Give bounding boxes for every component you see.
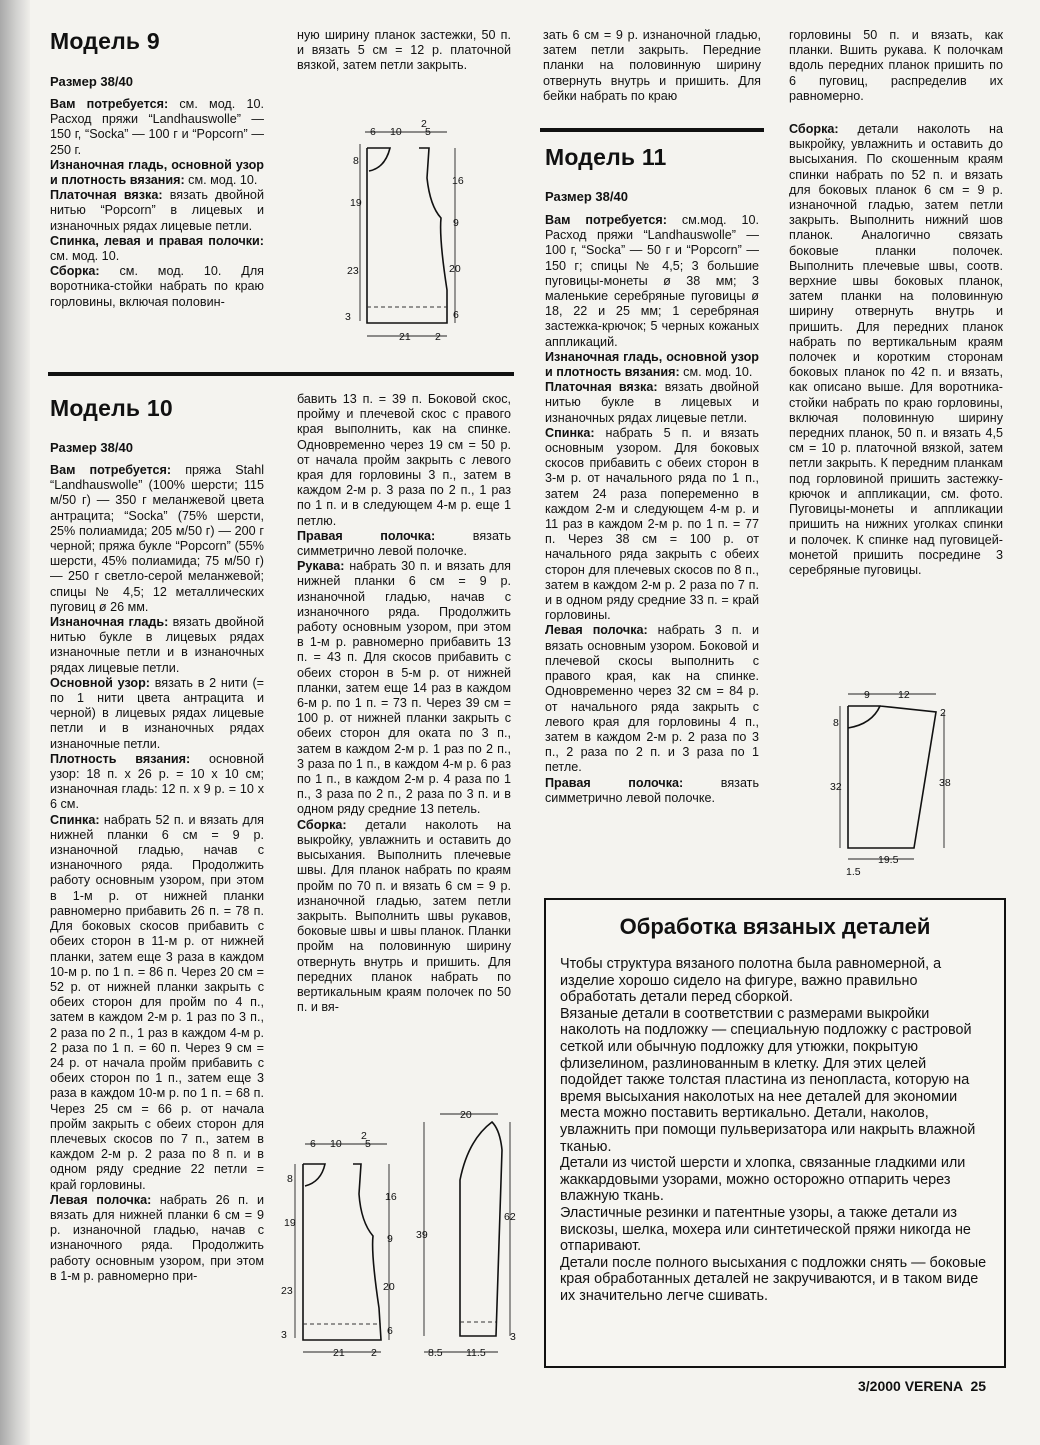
dim-label: 6 — [453, 309, 459, 321]
model-10-sleeve-diagram — [410, 1100, 535, 1364]
dim-label: 8.5 — [428, 1347, 443, 1359]
knitting-tips-box — [544, 898, 1006, 1368]
model-10-title: Модель 10 — [50, 395, 173, 421]
model-9-text-col2: ную ширину планок застежки, 50 п. и вязать 5 см = 12 р. платочной вязкой, затем петли закрыть. — [297, 28, 511, 73]
issue-number: 3/2000 — [858, 1378, 901, 1394]
dim-label: 1.5 — [846, 866, 861, 878]
dim-label: 5 — [365, 1138, 371, 1150]
dim-label: 10 — [330, 1138, 342, 1150]
section-rule — [540, 128, 764, 132]
model-10-front-diagram — [275, 1130, 425, 1366]
dim-label: 20 — [449, 263, 461, 275]
model-11-front-diagram — [818, 686, 968, 878]
page-footer — [858, 1378, 986, 1394]
dim-label: 5 — [425, 126, 431, 138]
dim-label: 20 — [460, 1109, 472, 1121]
dim-label: 8 — [353, 155, 359, 167]
section-rule — [48, 372, 514, 376]
page-number: 25 — [970, 1378, 987, 1394]
dim-label: 6 — [310, 1138, 316, 1150]
model-10-text: Вам потребуется: пряжа Stahl “Landhauswolle” (100% шерсти; 115 м/50 г) — 350 г меланжевой цвета антрацита; “Socka” (75% шерсти, 25% полиамида; 205 м/50 г) — 200 г черной; пряжа букле “Popcorn” (55% шерсти, 45% полиамида; 75 м/50 г) — 250 г светло-серой меланжевой; спицы № 4,5; 12 металлических пуговиц ø 26 мм. Изнаночная гладь: вязать двойной нитью букле в лицевых рядах изнаночные петли и в изнаночных рядах лицевые петли. Основной узор: вязать в 2 нити (= по 1 нити цвета антрацита и черной) в лицевых рядах лицевые петли и в изнаночных рядах изнаночные петли. Плотность вязания: основной узор: 18 п. х 26 р. = 10 х 10 см; изнаночная гладь: 12 п. х 9 р. = 10 х 6 см. Спинка: набрать 52 п. и вязать для нижней планки 6 см = 9 р. изнаночной гладью, начав с изнаночного ряда. Продолжить работу основным узором, при этом в 1-м р. от нижней планки равномерно прибавить 26 п. = 78 п. Для боковых скосов прибавить с обеих сторон в 11-м р. от нижней планки, затем еще 3 раза в каждом 10-м р. по 1 п. = 86 п. Через 20 см = 52 р. от нижней планки закрыть с обеих сторон для пройм по 4 п., затем в каждом 2-м р. 1 раз по 3 п., 2 раза по 2 п., 1 раз в каждом 4-м р. 2 раза по 1 п. = 60 п. Через 9 см = 24 р. от начала пройм прибавить с обеих сторон по 1 п., затем еще 3 раза в каждом 10-м р. по 1 п. = 68 п. Через 25 см = 66 р. от начала пройм закрыть с обеих сторон для плечевых скосов по 7 п., затем в каждом 2-м р. 2 раза по 8 п. и в одном ряду средние 22 петли = край горловины. Левая полочка: набрать 26 п. и вязать для нижней планки 6 см = 9 р. изнаночной гладью, начав с изнаночного ряда. Продолжить работу основным узором, при этом в 1-м р. равномерно при- — [50, 463, 265, 1283]
dim-label: 3 — [345, 311, 351, 323]
dim-label: 8 — [833, 717, 839, 729]
box-paragraph: Детали после полного высыхания с подложки снять — боковые края обработанных деталей не закручиваются, и в таком виде их значительно легче сшивать. — [560, 1254, 987, 1304]
dim-label: 23 — [347, 265, 359, 277]
model-10-text-cont: зать 6 см = 9 р. изнаночной гладью, затем петли закрыть. Передние планки на половинную ширину отвернуть внутрь и пришить. Для бейки набрать по краю — [543, 28, 761, 103]
dim-label: 9 — [864, 689, 870, 701]
dim-label: 6 — [370, 126, 376, 138]
scan-shadow — [0, 0, 30, 1445]
dim-label: 19 — [284, 1217, 296, 1229]
dim-label: 3 — [510, 1331, 516, 1343]
dim-label: 21 — [399, 331, 411, 343]
dim-label: 16 — [385, 1191, 397, 1203]
box-paragraph: Чтобы структура вязаного полотна была равномерной, а изделие хорошо сидело на фигуре, важно правильно обработать детали перед сборкой. — [560, 956, 942, 1006]
model-11-text: Вам потребуется: см.мод. 10. Расход пряжи “Landhauswolle” — 100 г, “Socka” — 50 г и “Popcorn” — 150 г; спицы № 4,5; 3 большие пуговицы-монеты ø 38 мм; 3 маленькие серебряные пуговицы ø 18, 22 и 25 мм; 1 серебряная застежка-крючок; 5 черных кожаных аппликаций. Изнаночная гладь, основной узор и плотность вязания: см. мод. 10. Платочная вязка: вязать двойной нитью букле в лицевых и изнаночных рядах лицевые петли. Спинка: набрать 5 п. и вязать основным узором. Для боковых скосов прибавить с обеих сторон в 3-м р. от начального ряда по 1 п., затем 24 раза попеременно в каждом 2-м и следующем 4-м р. и 11 раз в каждом 2-м р. по 1 п. = 77 п. Через 38 см = 100 р. от начального ряда закрыть с обеих сторон для плечевых скосов по 8 п., затем в каждом 2-м р. 2 раза по 7 п. и в одном ряду средние 33 п. = край горловины. Левая полочка: набрать 3 п. и вязать основным узором. Боковой и плечевой скосы выполнить с правого края, как на спинке. Одновременно через 32 см = 84 р. от начального ряда закрыть с левого края для горловины 4 п., затем в каждом 2-м р. 2 раза по 3 п., 2 раза по 2 п. и 3 раза по 1 петле. Правая полочка: вязать симметрично левой полочке. — [545, 213, 760, 805]
dim-label: 11.5 — [466, 1347, 486, 1359]
model-11-size: Размер 38/40 — [545, 189, 628, 204]
model-9-title: Модель 9 — [50, 28, 160, 54]
box-paragraph: Детали из чистой шерсти и хлопка, связанные гладкими или жаккардовыми узорами, можно осторожно отпарить через влажную ткань. — [560, 1155, 966, 1205]
dim-label: 9 — [453, 217, 459, 229]
dim-label: 38 — [939, 777, 951, 789]
model-11-title: Модель 11 — [545, 144, 667, 170]
model-9-text: Вам потребуется: см. мод. 10. Расход пряжи “Landhauswolle” — 150 г, “Socka” — 100 г и “Popcorn” — 250 г. Изнаночная гладь, основной узор и плотность вязания: см. мод. 10. Платочная вязка: вязать двойной нитью “Popcorn” в лицевых и изнаночных рядах лицевые петли. Спинка, левая и правая полочки: см. мод. 10. Сборка: см. мод. 10. Для воротника-стойки набрать по краю горловины, включая половин- — [50, 97, 264, 309]
dim-label: 2 — [940, 707, 946, 719]
dim-label: 21 — [333, 1347, 345, 1359]
dim-label: 2 — [371, 1347, 377, 1359]
dim-label: 16 — [452, 175, 464, 187]
box-paragraph: Эластичные резинки и патентные узоры, а также детали из вискозы, шелка, мохера или синтетической пряжи никогда не отпаривают. — [560, 1204, 971, 1255]
dim-label: 23 — [281, 1285, 293, 1297]
dim-label: 20 — [383, 1281, 395, 1293]
dim-label: 2 — [421, 118, 427, 130]
dim-label: 19 — [350, 197, 362, 209]
box-body — [560, 956, 992, 1304]
model-10-size: Размер 38/40 — [50, 440, 133, 455]
box-title: Обработка вязаных деталей — [619, 914, 931, 939]
magazine-name: VERENA — [904, 1378, 963, 1394]
dim-label: 3 — [281, 1329, 287, 1341]
dim-label: 62 — [504, 1211, 516, 1223]
model-9-size: Размер 38/40 — [50, 74, 133, 89]
dim-label: 32 — [830, 781, 842, 793]
dim-label: 2 — [435, 331, 441, 343]
model-10-text-col2: бавить 13 п. = 39 п. Боковой скос, пройму и плечевой скос с правого края выполнить, как на спинке. Одновременно через 19 см = 50 р. от начала пройм закрыть с левого края для горловины 3 п., затем в каждом 2-м р. 3 раза по 2 п., 1 раз по 1 п. и в следующем 4-м р. еще 1 петлю. Правая полочка: вязать симметрично левой полочке. Рукава: набрать 30 п. и вязать для нижней планки 6 см = 9 р. изнаночной гладью, начав с изнаночного ряда. Продолжить работу основным узором, при этом в 1-м р. равномерно прибавить 13 п. = 43 п. Для скосов прибавить с обеих сторон в 5-м р. от нижней планки, затем еще 14 раз в каждом 6-м р. по 1 п. = 73 п. Через 39 см = 100 р. от нижней планки закрыть с обеих сторон для оката по 3 п., затем в каждом 2-м р. 1 раз по 2 п., 3 раза по 1 п., в каждом 4-м р. 6 раз по 1 п., в каждом 2-м р. 4 раза по 1 п., 3 раза по 2 п., 2 раза по 3 п. и в одном ряду средние 13 петель. Сборка: детали наколоть на выкройку, увлажнить и оставить до высыхания. Выполнить плечевые швы. Для планок набрать по краям пройм по 70 п. и вязать 6 см = 9 р. изнаночной гладью, затем петли закрыть. Выполнить швы рукавов, боковые швы и швы планок. Планки пройм на половинную ширину отвернуть внутрь и пришить. Для передних планок набрать по вертикальным краям полочек по 50 п. и вя- — [297, 392, 512, 1015]
model-11-text-col2: горловины 50 п. и вязать, как планки. Вшить рукава. К полочкам вдоль передних планок пришить по 6 пуговиц, распределив их равномерно. Сборка: детали наколоть на выкройку, увлажнить и оставить до высыхания. По скошенным краям спинки набрать по 52 п. и вязать для боковых планок 6 см = 9 р. изнаночной гладью, затем петли закрыть. Выполнить нижний шов планок. Аналогично связать боковые планки полочек. Выполнить плечевые швы, соотв. верхние швы боковых планок, затем планки на половинную ширину отвернуть внутрь и пришить. Для передних планок набрать по вертикальным краям полочек и коротким сторонам боковых планок по 42 п. и вязать, как описано выше. Для воротника-стойки набрать по краю горловины, включая половинную ширину передних планок, 50 п. и вязать 4,5 см = 10 р. платочной вязкой, затем петли закрыть. К передним планкам под горловиной пришить застежку-крючок и аппликации, см. фото. Пуговицы-монеты и аппликации пришить на нижних уголках спинки и полочек. К спинке над пуговицей-монетой пришить посредине 3 серебряные пуговицы. — [789, 28, 1003, 577]
dim-label: 8 — [287, 1173, 293, 1185]
dim-label: 19.5 — [878, 854, 899, 866]
dim-label: 39 — [416, 1229, 428, 1241]
box-paragraph: Вязаные детали в соответствии с размерами выкройки наколоть на подложку — специальную подложку с растровой сеткой или обычную подложку для утюжки, покрытую флизелином, разлинованным в клетку. Для этих целей подойдет также толстая пластина из пенопласта, которую на время высыхания наколотых на нее деталей для экономии места можно поставить вертикально. Детали, наколов, увлажнить при помощи пульверизатора или накрыть влажной тканью. — [560, 1005, 976, 1155]
dim-label: 6 — [387, 1325, 393, 1337]
model-9-front-diagram — [335, 118, 485, 350]
dim-label: 9 — [387, 1233, 393, 1245]
dim-label: 12 — [898, 689, 910, 701]
dim-label: 10 — [390, 126, 402, 138]
dim-label: 2 — [361, 1130, 367, 1142]
